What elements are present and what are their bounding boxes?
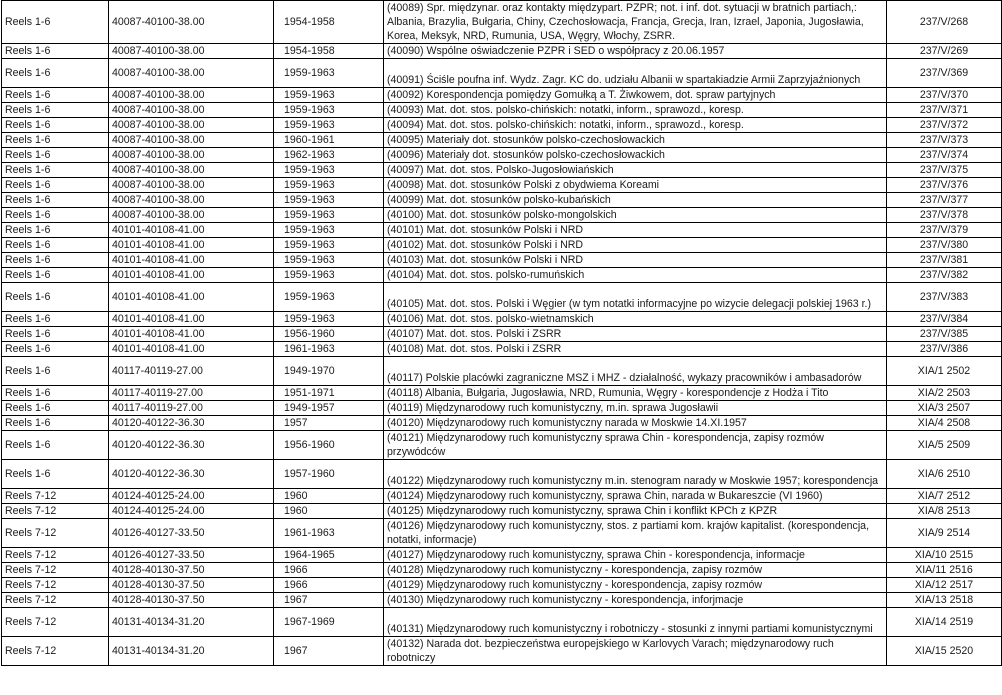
table-row (2, 118, 1002, 133)
years-cell: 1967-1969 (274, 608, 384, 637)
years-cell: 1961-1963 (274, 342, 384, 357)
years-cell: 1966 (274, 578, 384, 593)
years-cell: 1949-1970 (274, 357, 384, 386)
years-cell: 1949-1957 (274, 401, 384, 416)
description-cell: (40090) Wspólne oświadczenie PZPR i SED o współpracy z 20.06.1957 (384, 44, 887, 59)
table-row (2, 401, 1002, 416)
description-cell: (40126) Międzynarodowy ruch komunistyczny, stos. z partiami kom. krajów kapitalist. (korespondencja, notatki, informacje) (384, 519, 887, 548)
description-cell: (40124) Międzynarodowy ruch komunistyczny, sprawa Chin, narada w Bukareszcie (VI 1960) (384, 489, 887, 504)
reel-cell: Reels 1-6 (2, 431, 109, 460)
years-cell: 1964-1965 (274, 548, 384, 563)
signature-cell: XIA/6 2510 (887, 460, 1002, 489)
signature-cell: XIA/4 2508 (887, 416, 1002, 431)
table-row (2, 431, 1002, 460)
years-cell: 1951-1971 (274, 386, 384, 401)
signature-cell: 237/V/369 (887, 59, 1002, 88)
reel-cell: Reels 1-6 (2, 103, 109, 118)
signature-cell: XIA/13 2518 (887, 593, 1002, 608)
years-cell: 1956-1960 (274, 431, 384, 460)
signature-cell: XIA/7 2512 (887, 489, 1002, 504)
description-cell: (40120) Międzynarodowy ruch komunistyczny narada w Moskwie 14.XI.1957 (384, 416, 887, 431)
table-row (2, 578, 1002, 593)
signature-cell: 237/V/375 (887, 163, 1002, 178)
signature-cell: XIA/15 2520 (887, 637, 1002, 666)
table-row (2, 386, 1002, 401)
frame-range-cell: 40117-40119-27.00 (109, 386, 274, 401)
archive-table-body (2, 1, 1002, 666)
table-row (2, 193, 1002, 208)
description-cell: (40132) Narada dot. bezpieczeństwa europejskiego w Karlovych Varach; międzynarodowy ruch robotniczy (384, 637, 887, 666)
signature-cell: XIA/3 2507 (887, 401, 1002, 416)
frame-range-cell: 40126-40127-33.50 (109, 548, 274, 563)
frame-range-cell: 40087-40100-38.00 (109, 118, 274, 133)
table-row (2, 253, 1002, 268)
frame-range-cell: 40101-40108-41.00 (109, 327, 274, 342)
years-cell: 1960 (274, 504, 384, 519)
reel-cell: Reels 7-12 (2, 519, 109, 548)
table-row (2, 208, 1002, 223)
frame-range-cell: 40087-40100-38.00 (109, 193, 274, 208)
years-cell: 1962-1963 (274, 148, 384, 163)
frame-range-cell: 40087-40100-38.00 (109, 103, 274, 118)
years-cell: 1967 (274, 637, 384, 666)
frame-range-cell: 40131-40134-31.20 (109, 608, 274, 637)
years-cell: 1954-1958 (274, 44, 384, 59)
frame-range-cell: 40087-40100-38.00 (109, 133, 274, 148)
reel-cell: Reels 7-12 (2, 548, 109, 563)
signature-cell: 237/V/379 (887, 223, 1002, 238)
years-cell: 1959-1963 (274, 283, 384, 312)
frame-range-cell: 40124-40125-24.00 (109, 489, 274, 504)
reel-cell: Reels 1-6 (2, 88, 109, 103)
description-cell: (40096) Materiały dot. stosunków polsko-czechosłowackich (384, 148, 887, 163)
signature-cell: XIA/14 2519 (887, 608, 1002, 637)
frame-range-cell: 40087-40100-38.00 (109, 148, 274, 163)
description-cell: (40104) Mat. dot. stos. polsko-rumuńskich (384, 268, 887, 283)
table-row (2, 608, 1002, 637)
description-cell: (40118) Albania, Bułgaria, Jugosławia, NRD, Rumunia, Węgry - korespondencje z Hodża i Tito (384, 386, 887, 401)
table-row (2, 103, 1002, 118)
reel-cell: Reels 1-6 (2, 401, 109, 416)
description-cell: (40101) Mat. dot. stosunków Polski i NRD (384, 223, 887, 238)
description-cell: (40121) Międzynarodowy ruch komunistyczny sprawa Chin - korespondencja, zapisy rozmów przywódców (384, 431, 887, 460)
reel-cell: Reels 1-6 (2, 1, 109, 44)
years-cell: 1959-1963 (274, 59, 384, 88)
frame-range-cell: 40101-40108-41.00 (109, 238, 274, 253)
reel-cell: Reels 1-6 (2, 44, 109, 59)
table-row (2, 416, 1002, 431)
description-cell: (40108) Mat. dot. stos. Polski i ZSRR (384, 342, 887, 357)
description-cell: (40106) Mat. dot. stos. polsko-wietnamskich (384, 312, 887, 327)
frame-range-cell: 40087-40100-38.00 (109, 208, 274, 223)
years-cell: 1959-1963 (274, 103, 384, 118)
signature-cell: 237/V/384 (887, 312, 1002, 327)
archive-table (1, 0, 1002, 666)
signature-cell: 237/V/269 (887, 44, 1002, 59)
reel-cell: Reels 7-12 (2, 504, 109, 519)
description-cell: (40119) Międzynarodowy ruch komunistyczny, m.in. sprawa Jugosławii (384, 401, 887, 416)
reel-cell: Reels 1-6 (2, 253, 109, 268)
reel-cell: Reels 7-12 (2, 637, 109, 666)
frame-range-cell: 40101-40108-41.00 (109, 253, 274, 268)
table-row (2, 223, 1002, 238)
table-row (2, 59, 1002, 88)
signature-cell: 237/V/378 (887, 208, 1002, 223)
frame-range-cell: 40120-40122-36.30 (109, 416, 274, 431)
table-row (2, 44, 1002, 59)
frame-range-cell: 40087-40100-38.00 (109, 178, 274, 193)
years-cell: 1959-1963 (274, 163, 384, 178)
table-row (2, 519, 1002, 548)
years-cell: 1959-1963 (274, 193, 384, 208)
frame-range-cell: 40117-40119-27.00 (109, 357, 274, 386)
reel-cell: Reels 1-6 (2, 133, 109, 148)
description-cell: (40105) Mat. dot. stos. Polski i Węgier (w tym notatki informacyjne po wizycie delegacji polskiej 1963 r.) (384, 283, 887, 312)
reel-cell: Reels 1-6 (2, 416, 109, 431)
description-cell: (40092) Korespondencja pomiędzy Gomułką a T. Żiwkowem, dot. spraw partyjnych (384, 88, 887, 103)
frame-range-cell: 40087-40100-38.00 (109, 1, 274, 44)
table-row (2, 504, 1002, 519)
years-cell: 1954-1958 (274, 1, 384, 44)
frame-range-cell: 40131-40134-31.20 (109, 637, 274, 666)
years-cell: 1959-1963 (274, 312, 384, 327)
reel-cell: Reels 1-6 (2, 386, 109, 401)
table-row (2, 593, 1002, 608)
description-cell: (40103) Mat. dot. stosunków Polski i NRD (384, 253, 887, 268)
description-cell: (40089) Spr. międzynar. oraz kontakty międzypart. PZPR; not. i inf. dot. sytuacji w bratnich partiach,: Albania, Brazylia, Bułgaria, Chiny, Czechosłowacja, Francja, Grecja, Iran, Izrael, Japonia, Jugosławia, Korea, Meksyk, NRD, Rumunia, USA, Węgry, Włochy, ZSRR. (384, 1, 887, 44)
frame-range-cell: 40101-40108-41.00 (109, 223, 274, 238)
years-cell: 1959-1963 (274, 253, 384, 268)
frame-range-cell: 40087-40100-38.00 (109, 59, 274, 88)
signature-cell: 237/V/381 (887, 253, 1002, 268)
signature-cell: 237/V/385 (887, 327, 1002, 342)
years-cell: 1960 (274, 489, 384, 504)
frame-range-cell: 40124-40125-24.00 (109, 504, 274, 519)
frame-range-cell: 40120-40122-36.30 (109, 460, 274, 489)
reel-cell: Reels 1-6 (2, 118, 109, 133)
years-cell: 1957-1960 (274, 460, 384, 489)
signature-cell: 237/V/383 (887, 283, 1002, 312)
signature-cell: XIA/10 2515 (887, 548, 1002, 563)
reel-cell: Reels 1-6 (2, 312, 109, 327)
years-cell: 1959-1963 (274, 268, 384, 283)
years-cell: 1959-1963 (274, 238, 384, 253)
signature-cell: XIA/11 2516 (887, 563, 1002, 578)
description-cell: (40098) Mat. dot. stosunków Polski z obydwiema Koreami (384, 178, 887, 193)
reel-cell: Reels 1-6 (2, 357, 109, 386)
table-row (2, 342, 1002, 357)
signature-cell: XIA/12 2517 (887, 578, 1002, 593)
reel-cell: Reels 1-6 (2, 178, 109, 193)
years-cell: 1959-1963 (274, 208, 384, 223)
table-row (2, 460, 1002, 489)
reel-cell: Reels 7-12 (2, 563, 109, 578)
years-cell: 1961-1963 (274, 519, 384, 548)
description-cell: (40107) Mat. dot. stos. Polski i ZSRR (384, 327, 887, 342)
reel-cell: Reels 1-6 (2, 148, 109, 163)
frame-range-cell: 40117-40119-27.00 (109, 401, 274, 416)
signature-cell: 237/V/374 (887, 148, 1002, 163)
reel-cell: Reels 1-6 (2, 283, 109, 312)
description-cell: (40102) Mat. dot. stosunków Polski i NRD (384, 238, 887, 253)
frame-range-cell: 40120-40122-36.30 (109, 431, 274, 460)
signature-cell: 237/V/382 (887, 268, 1002, 283)
description-cell: (40125) Międzynarodowy ruch komunistyczny, sprawa Chin i konflikt KPCh z KPZR (384, 504, 887, 519)
frame-range-cell: 40128-40130-37.50 (109, 593, 274, 608)
reel-cell: Reels 1-6 (2, 208, 109, 223)
signature-cell: 237/V/376 (887, 178, 1002, 193)
reel-cell: Reels 1-6 (2, 59, 109, 88)
frame-range-cell: 40087-40100-38.00 (109, 88, 274, 103)
frame-range-cell: 40101-40108-41.00 (109, 283, 274, 312)
frame-range-cell: 40101-40108-41.00 (109, 342, 274, 357)
years-cell: 1967 (274, 593, 384, 608)
description-cell: (40093) Mat. dot. stos. polsko-chińskich: notatki, inform., sprawozd., koresp. (384, 103, 887, 118)
reel-cell: Reels 1-6 (2, 163, 109, 178)
reel-cell: Reels 1-6 (2, 193, 109, 208)
table-row (2, 133, 1002, 148)
description-cell: (40099) Mat. dot. stosunków polsko-kubańskich (384, 193, 887, 208)
table-row (2, 238, 1002, 253)
frame-range-cell: 40128-40130-37.50 (109, 578, 274, 593)
years-cell: 1966 (274, 563, 384, 578)
table-row (2, 489, 1002, 504)
reel-cell: Reels 1-6 (2, 342, 109, 357)
description-cell: (40127) Międzynarodowy ruch komunistyczny, sprawa Chin - korespondencja, informacje (384, 548, 887, 563)
table-row (2, 357, 1002, 386)
frame-range-cell: 40087-40100-38.00 (109, 163, 274, 178)
years-cell: 1959-1963 (274, 223, 384, 238)
years-cell: 1959-1963 (274, 178, 384, 193)
description-cell: (40129) Międzynarodowy ruch komunistyczny - korespondencja, zapisy rozmów (384, 578, 887, 593)
description-cell: (40100) Mat. dot. stosunków polsko-mongolskich (384, 208, 887, 223)
table-row (2, 312, 1002, 327)
description-cell: (40131) Międzynarodowy ruch komunistyczny i robotniczy - stosunki z innymi partiami komunistycznymi (384, 608, 887, 637)
table-row (2, 283, 1002, 312)
reel-cell: Reels 7-12 (2, 578, 109, 593)
signature-cell: XIA/9 2514 (887, 519, 1002, 548)
signature-cell: XIA/1 2502 (887, 357, 1002, 386)
signature-cell: XIA/2 2503 (887, 386, 1002, 401)
description-cell: (40095) Materiały dot. stosunków polsko-czechosłowackich (384, 133, 887, 148)
signature-cell: 237/V/268 (887, 1, 1002, 44)
years-cell: 1957 (274, 416, 384, 431)
signature-cell: XIA/8 2513 (887, 504, 1002, 519)
signature-cell: 237/V/386 (887, 342, 1002, 357)
description-cell: (40097) Mat. dot. stos. Polsko-Jugosłowiańskich (384, 163, 887, 178)
signature-cell: 237/V/377 (887, 193, 1002, 208)
signature-cell: 237/V/372 (887, 118, 1002, 133)
description-cell: (40122) Międzynarodowy ruch komunistyczny m.in. stenogram narady w Moskwie 1957; korespondencja (384, 460, 887, 489)
description-cell: (40128) Międzynarodowy ruch komunistyczny - korespondencja, zapisy rozmów (384, 563, 887, 578)
years-cell: 1960-1961 (274, 133, 384, 148)
table-row (2, 148, 1002, 163)
table-row (2, 327, 1002, 342)
frame-range-cell: 40101-40108-41.00 (109, 312, 274, 327)
reel-cell: Reels 1-6 (2, 327, 109, 342)
years-cell: 1959-1963 (274, 118, 384, 133)
reel-cell: Reels 1-6 (2, 268, 109, 283)
reel-cell: Reels 7-12 (2, 489, 109, 504)
description-cell: (40094) Mat. dot. stos. polsko-chińskich: notatki, inform., sprawozd., koresp. (384, 118, 887, 133)
frame-range-cell: 40126-40127-33.50 (109, 519, 274, 548)
table-row (2, 1, 1002, 44)
table-row (2, 637, 1002, 666)
reel-cell: Reels 1-6 (2, 223, 109, 238)
reel-cell: Reels 7-12 (2, 593, 109, 608)
table-row (2, 563, 1002, 578)
table-row (2, 268, 1002, 283)
frame-range-cell: 40087-40100-38.00 (109, 44, 274, 59)
reel-cell: Reels 1-6 (2, 460, 109, 489)
signature-cell: 237/V/371 (887, 103, 1002, 118)
description-cell: (40091) Ściśle poufna inf. Wydz. Zagr. KC do. udziału Albanii w spartakiadzie Armii Zaprzyjaźnionych (384, 59, 887, 88)
frame-range-cell: 40101-40108-41.00 (109, 268, 274, 283)
years-cell: 1959-1963 (274, 88, 384, 103)
reel-cell: Reels 7-12 (2, 608, 109, 637)
table-row (2, 88, 1002, 103)
description-cell: (40117) Polskie placówki zagraniczne MSZ i MHZ - działalność, wykazy pracowników i ambasadorów (384, 357, 887, 386)
frame-range-cell: 40128-40130-37.50 (109, 563, 274, 578)
years-cell: 1956-1960 (274, 327, 384, 342)
reel-cell: Reels 1-6 (2, 238, 109, 253)
description-cell: (40130) Międzynarodowy ruch komunistyczny - korespondencja, inforjmacje (384, 593, 887, 608)
signature-cell: 237/V/370 (887, 88, 1002, 103)
signature-cell: 237/V/380 (887, 238, 1002, 253)
table-row (2, 548, 1002, 563)
table-row (2, 163, 1002, 178)
signature-cell: XIA/5 2509 (887, 431, 1002, 460)
signature-cell: 237/V/373 (887, 133, 1002, 148)
table-row (2, 178, 1002, 193)
